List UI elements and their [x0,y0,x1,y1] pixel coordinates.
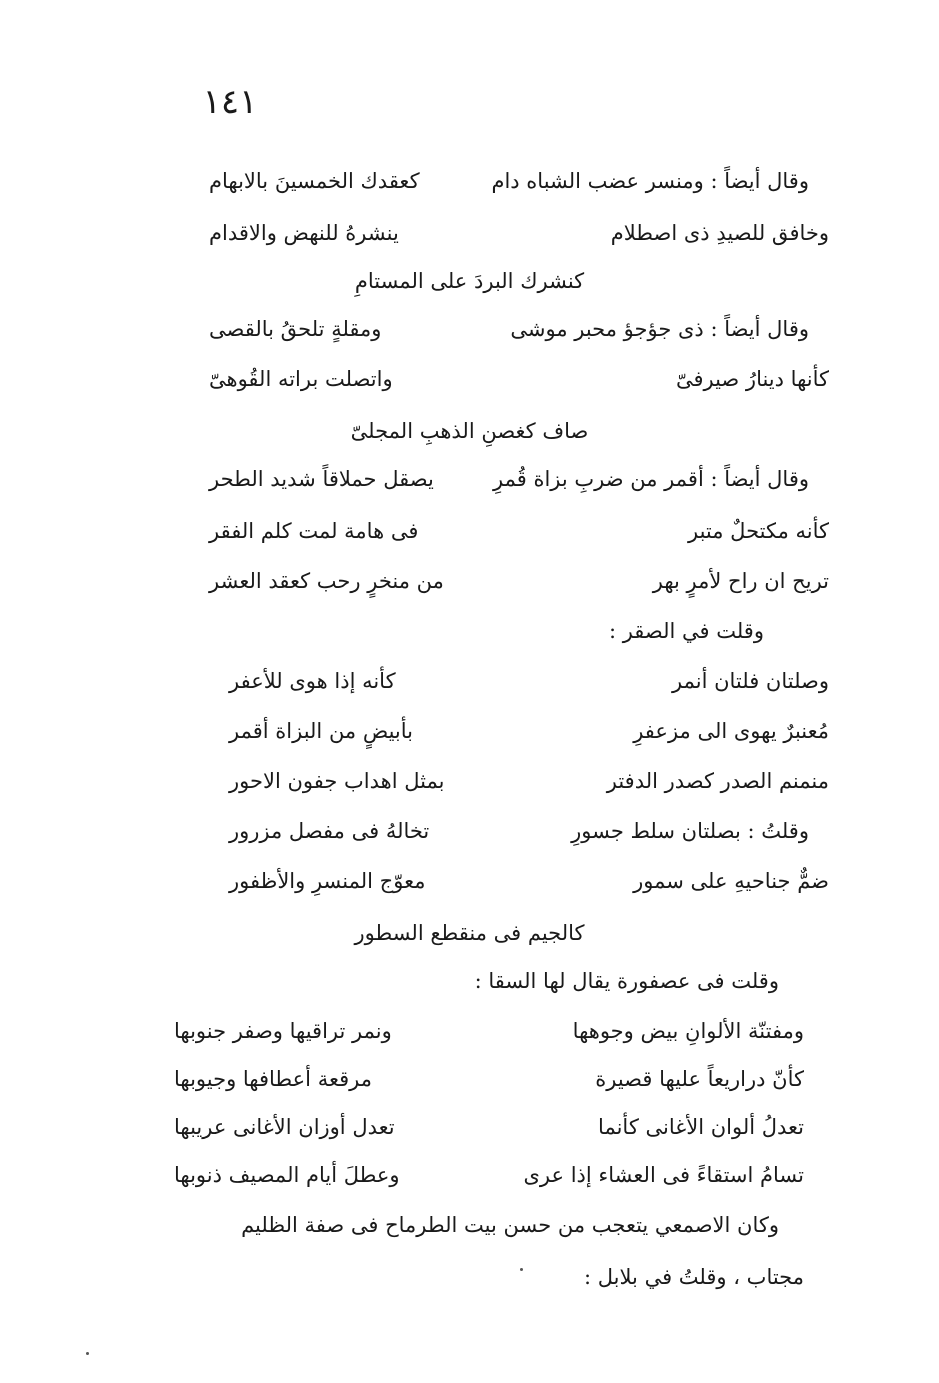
verse-second-half: كعقدك الخمسينَ بالابهام [209,169,420,193]
verse-second-half: وعطلَ أيام المصيف ذنوبها [174,1163,400,1187]
verse-first-half: منمنم الصدر كصدر الدفتر [606,769,829,793]
verse-first-half: مُعنبرٌ يهوى الى مزعفرِ [633,719,829,743]
verse-closing-line: كالجيم فى منقطع السطور [354,921,585,945]
verse-first-half: ضمٌّ جناحيهِ على سمور [633,869,829,893]
verse-second-half: بأبيضٍ من البزاة أقمر [229,719,414,743]
page-number: ١٤١ [202,82,258,122]
verse-second-half: تعدل أوزان الأغانى عريبها [174,1115,395,1139]
verse-first-half: وقال أيضاً : ذى جؤجؤ محبر موشى [510,317,809,341]
verse-second-half: يصقل حملاقاً شديد الطحر [209,467,434,491]
verse-first-half: كأنها دينارُ صيرفىّ [675,367,829,391]
verse-closing-line: صاف كغصنِ الذهبِ المجلىّ [350,419,589,443]
verse-second-half: ومقلةٍ تلحقُ بالقصى [209,317,382,341]
verse-second-half: كأنه إذا هوى للأعفر [229,669,396,693]
prose-line: مجتاب ، وقلتُ في بلابل : [584,1265,804,1289]
verse-second-half: بمثل اهداب جفون الاحور [229,769,445,793]
speck [520,1268,523,1271]
speck [86,1352,89,1355]
verse-first-half: تعدلُ ألوان الأغانى كأنما [598,1115,804,1139]
verse-first-half: تريح ان راح لأمرٍ بهر [652,569,829,593]
verse-first-half: وقال أيضاً : أقمر من ضربِ بزاة قُمرِ [493,467,809,491]
verse-second-half: من منخرٍ رحب كعقد العشر [209,569,444,593]
verse-second-half: ونمر تراقيها وصفر جنوبها [174,1019,392,1043]
verse-second-half: فى هامة لمت كلم الفقر [209,519,419,543]
verse-first-half: ومفتنّة الألوانِ بيض وجوهها [572,1019,804,1043]
verse-second-half: واتصلت براته القُوهىّ [209,367,393,391]
verse-second-half: تخالهُ فى مفصل مزرور [229,819,430,843]
verse-second-half: مرقعة أعطافها وجيوبها [174,1067,372,1091]
section-heading: وقلت فى عصفورة يقال لها السقا : [474,969,779,993]
verse-first-half: وقلتُ : بصلتان سلط جسورِ [571,819,809,843]
verse-first-half: كأنه مكتحلٌ متبر [687,519,829,543]
verse-closing-line: كنشرك البردَ على المستامِ [354,269,585,293]
verse-first-half: وخافق للصيدِ ذى اصطلام [610,221,829,245]
verse-first-half: وقال أيضاً : ومنسر عضب الشباه دام [491,169,809,193]
verse-second-half: معوّج المنسرِ والأظفور [229,869,426,893]
verse-first-half: كأنّ دراريعاً عليها قصيرة [595,1067,804,1091]
section-heading: وقلت في الصقر : [608,619,764,643]
verse-first-half: تسامُ استقاءً فى العشاء إذا عرى [523,1163,804,1187]
verse-first-half: وصلتان فلتان أنمر [672,669,829,693]
prose-line: وكان الاصمعي يتعجب من حسن بيت الطرماح فى صفة الظليم [241,1213,779,1237]
verse-second-half: ينشرهُ للنهض والاقدام [209,221,399,245]
